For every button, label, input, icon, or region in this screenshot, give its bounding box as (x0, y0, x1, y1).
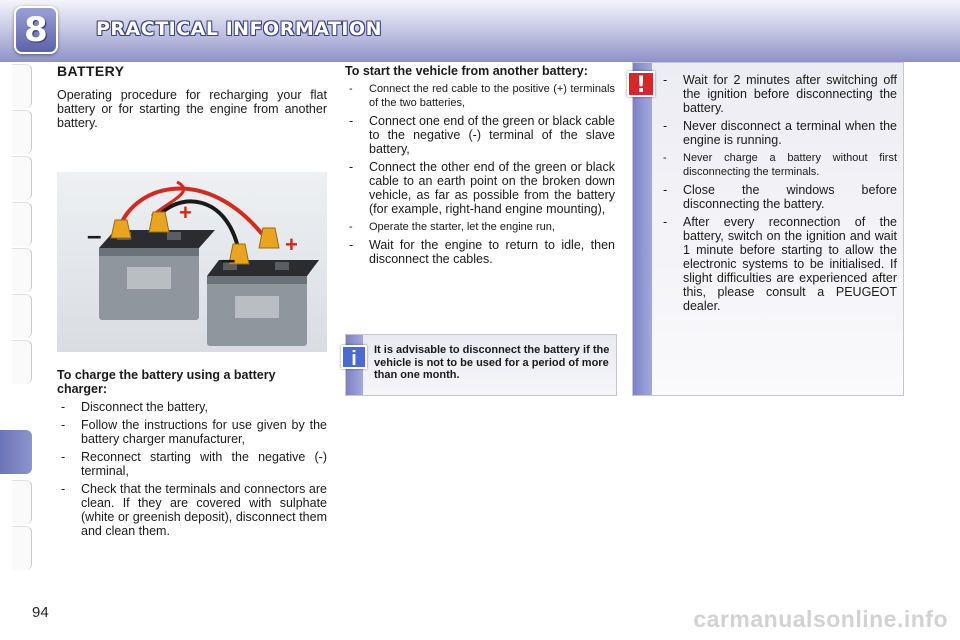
list-item: - Disconnect the battery, (57, 400, 327, 414)
chapter-title: PRACTICAL INFORMATION (96, 18, 383, 40)
section-title: BATTERY (57, 63, 125, 79)
chapter-tab[interactable] (12, 156, 32, 200)
warning-list (659, 73, 897, 317)
chapter-tab[interactable] (12, 294, 32, 338)
plus-sign-right: + (285, 232, 298, 257)
chapter-tab-active[interactable] (0, 430, 32, 474)
plus-sign-left: + (179, 200, 192, 225)
list-item: - Connect the red cable to the positive (+) terminals of the two batteries, (345, 82, 615, 110)
warning-icon: ! (627, 71, 655, 97)
page-header (0, 0, 960, 62)
battery-intro-column (57, 64, 327, 130)
chapter-tab[interactable] (12, 202, 32, 246)
list-item: - Close the windows before disconnecting the battery. (659, 183, 897, 211)
watermark: carmanualsonline.info (693, 606, 948, 632)
list-item: - Never charge a battery without first disconnecting the terminals. (659, 151, 897, 179)
list-item: - Connect one end of the green or black cable to the negative (-) terminal of the slave battery, (345, 114, 615, 156)
minus-sign-left: – (87, 220, 102, 250)
list-item: - Check that the terminals and connectors are clean. If they are covered with sulphate (white or greenish deposit), disconnect them and clean them. (57, 482, 327, 538)
list-item: - Connect the other end of the green or black cable to an earth point on the broken down vehicle, as far as possible from the battery (for example, right-hand engine mounting), (345, 160, 615, 216)
jump-start-steps (345, 82, 615, 266)
chapter-tab[interactable] (12, 248, 32, 292)
jump-start-instructions (345, 64, 615, 270)
info-note-box (345, 334, 617, 396)
charging-heading: To charge the battery using a battery charger: (57, 368, 276, 396)
page-number: 94 (32, 604, 49, 621)
battery-intro-text: Operating procedure for recharging your flat battery or for starting the engine from another battery. (57, 88, 327, 130)
chapter-number-badge: 8 (14, 6, 58, 54)
minus-sign-right: – (221, 244, 236, 274)
list-item: - Wait for 2 minutes after switching off the ignition before disconnecting the battery. (659, 73, 897, 115)
list-item: - Reconnect starting with the negative (-) terminal, (57, 450, 327, 478)
chapter-tab[interactable] (12, 526, 32, 570)
info-icon: i (341, 345, 367, 369)
info-note-text: It is advisable to disconnect the battery if the vehicle is not to be used for a period of more than one month. (374, 344, 610, 381)
list-item: - Operate the starter, let the engine run, (345, 220, 615, 234)
chapter-tab[interactable] (12, 64, 32, 108)
list-item: - Follow the instructions for use given by the battery charger manufacturer, (57, 418, 327, 446)
chapter-tab[interactable] (12, 110, 32, 154)
warning-strip (633, 63, 652, 395)
list-item: - After every reconnection of the battery, switch on the ignition and wait 1 minute before starting to allow the electronic systems to be initialised. If slight difficulties are experienced after this, please consult a PEUGEOT dealer. (659, 215, 897, 313)
chapter-tab[interactable] (12, 340, 32, 384)
chapter-tabs (0, 64, 32, 574)
warning-box (632, 62, 904, 396)
charging-steps (57, 400, 327, 538)
charging-instructions (57, 368, 327, 542)
jump-start-heading: To start the vehicle from another battery: (345, 64, 588, 78)
list-item: - Wait for the engine to return to idle, then disconnect the cables. (345, 238, 615, 266)
list-item: - Never disconnect a terminal when the engine is running. (659, 119, 897, 147)
chapter-tab[interactable] (12, 480, 32, 524)
left-battery (99, 230, 215, 320)
batteries-with-jumper-cables-image (57, 172, 327, 352)
battery-jump-illustration (57, 172, 327, 352)
